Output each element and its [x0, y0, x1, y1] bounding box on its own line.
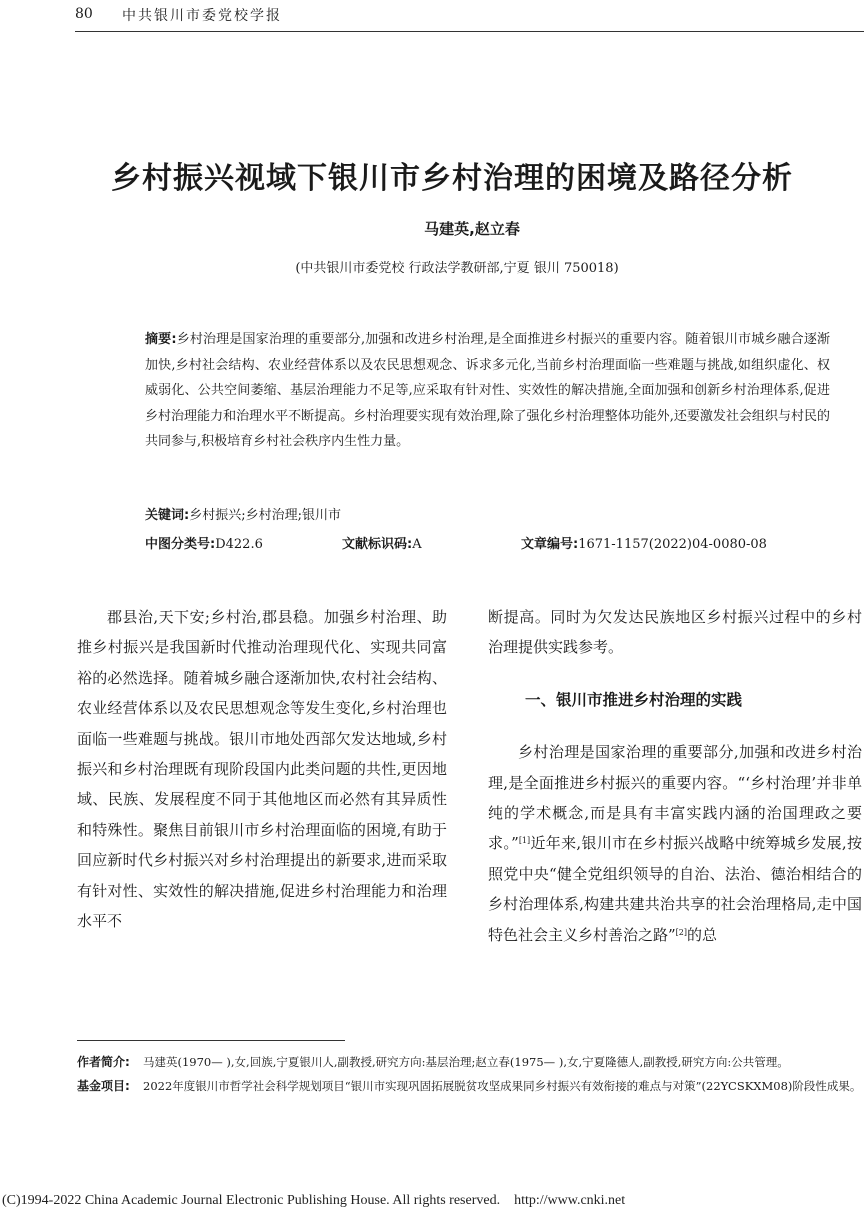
keywords: [145, 504, 341, 523]
section-heading: 一、银川市推进乡村治理的实践: [525, 690, 743, 709]
body-column-right: [488, 602, 862, 950]
author-bio-label: 作者简介:: [77, 1055, 130, 1069]
page-number: 80: [75, 6, 93, 22]
abstract: [113, 327, 830, 455]
citation-2: [2]: [675, 927, 688, 937]
abstract-text: 乡村治理是国家治理的重要部分,加强和改进乡村治理,是全面推进乡村振兴的重要内容。随着银川市城乡融合逐渐加快,乡村社会结构、农业经营体系以及农民思想观念、诉求多元化,当前乡村治理面临一些难题与挑战,如组织虚化、权威弱化、公共空间萎缩、基层治理能力不足等,应采取有针对性、实效性的解决措施,全面加强和创新乡村治理体系,促进乡村治理能力和治理水平不断提高。乡村治理要实现有效治理,除了强化乡村治理整体功能外,还要激发社会组织与村民的共同参与,积极培育乡村社会秩序内生性力量。: [145, 332, 831, 449]
intro-continuation: 断提高。同时为欠发达民族地区乡村振兴过程中的乡村治理提供实践参考。: [488, 608, 862, 657]
copyright-footer: (C)1994-2022 China Academic Journal Electronic Publishing House. All rights reserved. http://www.cnki.net: [2, 1193, 626, 1208]
abstract-label: 摘要:: [145, 332, 177, 347]
article-authors: 马建英,赵立春: [424, 220, 520, 238]
header-rule: [75, 31, 864, 32]
body-column-left: [77, 602, 447, 936]
running-header: [75, 0, 864, 32]
funding-note: [77, 1075, 863, 1097]
classification-row: [145, 533, 830, 555]
footnote-rule: [77, 1040, 345, 1041]
article-title: 乡村振兴视域下银川市乡村治理的困境及路径分析: [111, 161, 793, 196]
footnotes: [77, 1051, 863, 1097]
clc-code: 中图分类号:D422.6: [145, 537, 263, 552]
author-bio-text: 马建英(1970— ),女,回族,宁夏银川人,副教授,研究方向:基层治理;赵立春(1975— ),女,宁夏隆德人,副教授,研究方向:公共管理。: [143, 1055, 789, 1069]
funding-text: 2022年度银川市哲学社会科学规划项目“银川市实现巩固拓展脱贫攻坚成果同乡村振兴有效衔接的难点与对策”(22YCSKXM08)阶段性成果。: [143, 1079, 862, 1093]
section-paragraph: 乡村治理是国家治理的重要部分,加强和改进乡村治理,是全面推进乡村振兴的重要内容。“‘乡村治理’并非单纯的学术概念,而是具有丰富实践内涵的治国理政之要求。”[1]近年来,银川市在乡村振兴战略中统筹城乡发展,按照党中央“健全党组织领导的自治、法治、德治相结合的乡村治理体系,构建共建共治共享的社会治理格局,走中国特色社会主义乡村善治之路”[2]的总: [488, 743, 862, 944]
article-number: 文章编号:1671-1157(2022)04-0080-08: [521, 537, 767, 552]
citation-1: [1]: [518, 836, 531, 846]
author-affiliation: (中共银川市委党校 行政法学教研部,宁夏 银川 750018): [295, 261, 619, 276]
intro-paragraph: 郡县治,天下安;乡村治,郡县稳。加强乡村治理、助推乡村振兴是我国新时代推动治理现代化、实现共同富裕的必然选择。随着城乡融合逐渐加快,农村社会结构、农业经营体系以及农民思想观念等发生变化,乡村治理也面临一些难题与挑战。银川市地处西部欠发达地域,乡村振兴和乡村治理既有现阶段国内此类问题的共性,更因地域、民族、发展程度不同于其他地区而必然有其异质性和特殊性。聚焦目前银川市乡村治理面临的困境,有助于回应新时代乡村振兴对乡村治理提出的新要求,进而采取有针对性、实效性的解决措施,促进乡村治理能力和治理水平不: [77, 608, 447, 931]
author-bio: [77, 1051, 863, 1073]
funding-label: 基金项目:: [77, 1079, 130, 1093]
keywords-label: 关键词:: [145, 508, 190, 523]
keywords-text: 乡村振兴;乡村治理;银川市: [189, 508, 341, 523]
journal-name: 中共银川市委党校学报: [122, 8, 282, 24]
document-code: 文献标识码:A: [342, 537, 422, 552]
